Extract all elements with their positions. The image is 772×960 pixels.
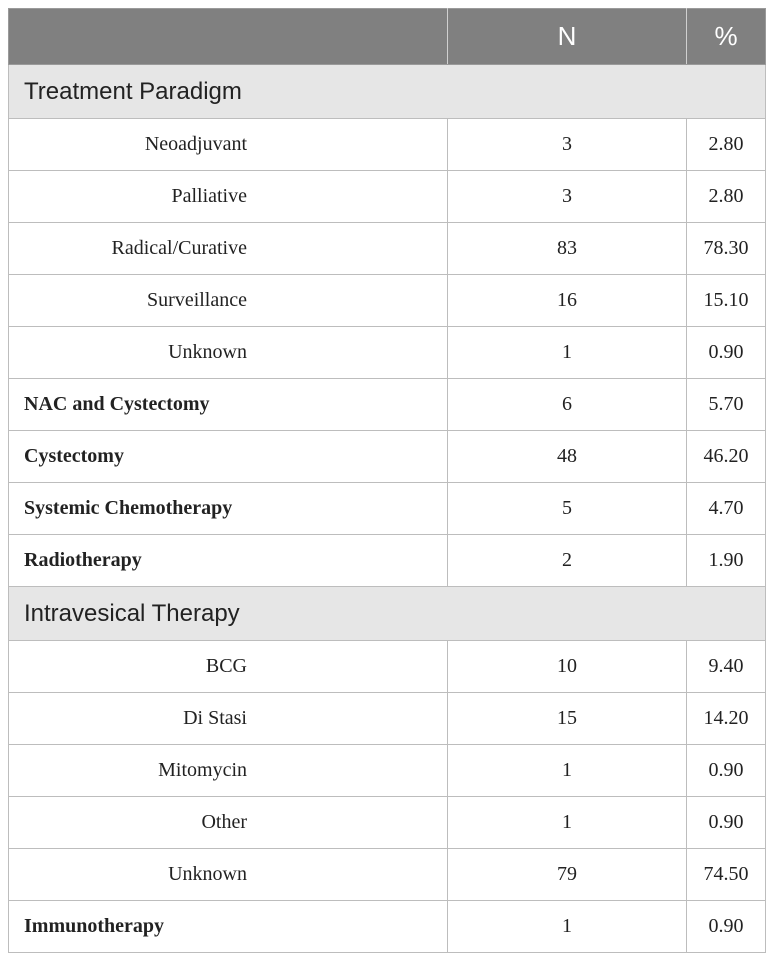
row-n: 2 [448,535,687,587]
table-row [9,745,766,797]
row-n: 3 [448,171,687,223]
row-percent: 0.90 [687,901,766,953]
table-row [9,431,766,483]
row-n: 48 [448,431,687,483]
table-row [9,379,766,431]
row-n: 79 [448,849,687,901]
row-percent: 15.10 [687,275,766,327]
row-n: 5 [448,483,687,535]
table-row [9,693,766,745]
row-label: BCG [9,641,448,693]
row-percent: 0.90 [687,745,766,797]
table-row [9,641,766,693]
row-label: Cystectomy [9,431,448,483]
row-percent: 2.80 [687,171,766,223]
table-body [9,65,766,953]
row-percent: 0.90 [687,797,766,849]
row-percent: 74.50 [687,849,766,901]
row-n: 6 [448,379,687,431]
row-label: Di Stasi [9,693,448,745]
table-row [9,223,766,275]
table-row [9,849,766,901]
row-n: 1 [448,797,687,849]
row-n: 1 [448,745,687,797]
header-label-cell [9,9,448,65]
table-container [8,8,766,953]
row-label: Unknown [9,849,448,901]
table-row [9,797,766,849]
row-label: Other [9,797,448,849]
row-n: 15 [448,693,687,745]
row-percent: 0.90 [687,327,766,379]
row-n: 1 [448,901,687,953]
row-label: Mitomycin [9,745,448,797]
header-percent-cell: % [687,9,766,65]
row-n: 83 [448,223,687,275]
table-row [9,171,766,223]
row-label: NAC and Cystectomy [9,379,448,431]
table-row [9,327,766,379]
table-row [9,901,766,953]
row-percent: 46.20 [687,431,766,483]
section-row [9,65,766,119]
table-header [9,9,766,65]
table-row [9,483,766,535]
table-row [9,535,766,587]
header-n-cell: N [448,9,687,65]
section-label: Treatment Paradigm [9,65,766,119]
section-row [9,587,766,641]
row-percent: 1.90 [687,535,766,587]
treatment-table [8,8,766,953]
row-label: Surveillance [9,275,448,327]
row-percent: 78.30 [687,223,766,275]
row-percent: 2.80 [687,119,766,171]
row-n: 1 [448,327,687,379]
row-label: Neoadjuvant [9,119,448,171]
row-percent: 14.20 [687,693,766,745]
header-row [9,9,766,65]
row-label: Immunotherapy [9,901,448,953]
row-n: 16 [448,275,687,327]
row-label: Palliative [9,171,448,223]
row-label: Systemic Chemotherapy [9,483,448,535]
table-row [9,119,766,171]
row-n: 10 [448,641,687,693]
row-percent: 4.70 [687,483,766,535]
row-label: Radiotherapy [9,535,448,587]
row-label: Radical/Curative [9,223,448,275]
row-percent: 5.70 [687,379,766,431]
row-percent: 9.40 [687,641,766,693]
row-label: Unknown [9,327,448,379]
section-label: Intravesical Therapy [9,587,766,641]
table-row [9,275,766,327]
row-n: 3 [448,119,687,171]
